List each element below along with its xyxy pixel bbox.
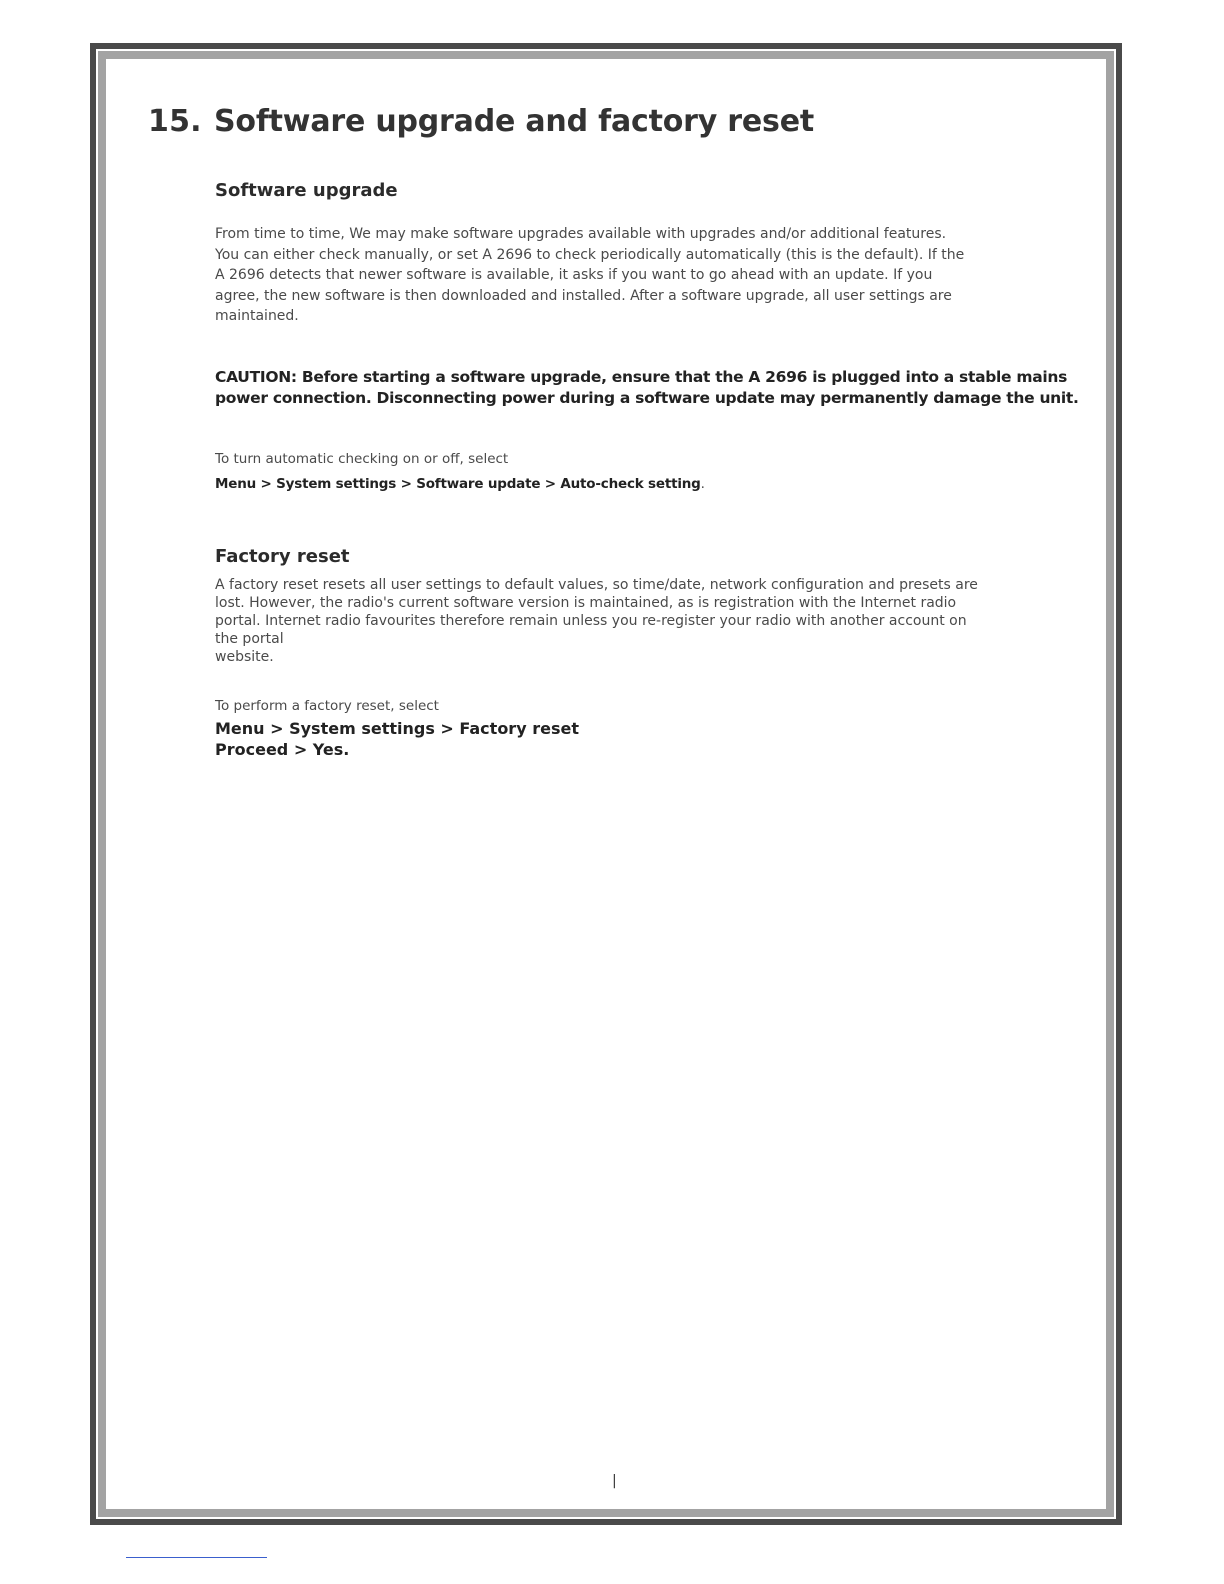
paragraph-line: lost. However, the radio's current software version is maintained, as is registration with the Internet radio <box>215 595 957 611</box>
paragraph-line: the portal <box>215 631 284 647</box>
paragraph-line: portal. Internet radio favourites therefore remain unless you re-register your radio with another account on <box>215 613 967 629</box>
section-number: 15. <box>148 104 202 139</box>
caution-notice <box>215 367 1095 409</box>
factory-reset-heading: Factory reset <box>215 546 350 567</box>
factory-reset-intro: To perform a factory reset, select <box>215 698 439 714</box>
paragraph-line: agree, the new software is then downloaded and installed. After a software upgrade, all user settings are <box>215 287 952 304</box>
factory-reset-paragraph <box>215 576 1015 666</box>
page-number: | <box>612 1473 617 1489</box>
software-upgrade-heading: Software upgrade <box>215 180 398 201</box>
paragraph-line: You can either check manually, or set A 2696 to check periodically automatically (this is the default). If the <box>215 246 965 263</box>
auto-check-instruction <box>215 473 705 492</box>
factory-reset-menu-path <box>215 718 579 760</box>
paragraph-line: A 2696 detects that newer software is available, it asks if you want to go ahead with an update. If you <box>215 267 933 283</box>
software-upgrade-paragraph <box>215 224 1015 327</box>
auto-check-menu-path: Menu > System settings > Software update > Auto-check setting <box>215 476 701 492</box>
paragraph-line: maintained. <box>215 308 299 324</box>
section-title: Software upgrade and factory reset <box>214 104 814 139</box>
caution-line: power connection. Disconnecting power during a software update may permanently damage the unit. <box>215 389 1079 407</box>
auto-check-suffix: . <box>700 476 705 492</box>
caution-line: CAUTION: Before starting a software upgrade, ensure that the A 2696 is plugged into a stable mains <box>215 368 1068 386</box>
auto-check-intro: To turn automatic checking on or off, select <box>215 451 509 467</box>
paragraph-line: A factory reset resets all user settings to default values, so time/date, network configuration and presets are <box>215 577 978 593</box>
paragraph-line: website. <box>215 649 274 665</box>
footer-rule <box>126 1557 267 1558</box>
paragraph-line: From time to time, We may make software upgrades available with upgrades and/or additional features. <box>215 226 947 242</box>
menu-path-line: Menu > System settings > Factory reset <box>215 719 579 738</box>
menu-path-line: Proceed > Yes. <box>215 740 350 759</box>
